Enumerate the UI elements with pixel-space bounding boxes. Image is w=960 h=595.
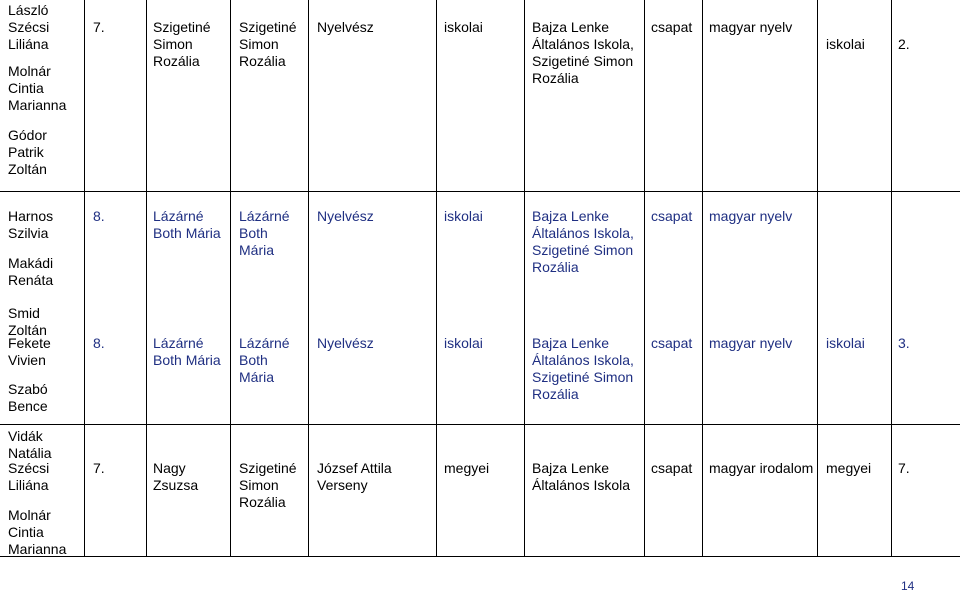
row-divider bbox=[0, 424, 960, 425]
prep-teacher-cell: Szigetiné Simon Rozália bbox=[239, 19, 297, 69]
prep-teacher-cell: Lázárné Both Mária bbox=[239, 208, 290, 258]
category-cell: csapat bbox=[651, 208, 693, 224]
level-cell: megyei bbox=[444, 460, 490, 476]
subject-cell: magyar irodalom bbox=[709, 460, 814, 476]
row-divider bbox=[0, 556, 960, 557]
student-names: Szécsi Liliána bbox=[8, 460, 50, 493]
column-divider bbox=[702, 0, 703, 556]
category-cell: csapat bbox=[651, 460, 693, 476]
result-level-cell: megyei bbox=[826, 460, 872, 476]
teacher-cell: Szigetiné Simon Rozália bbox=[153, 19, 211, 69]
prep-teacher-cell: Szigetiné Simon Rozália bbox=[239, 460, 297, 510]
column-divider bbox=[891, 0, 892, 556]
grade-cell: 8. bbox=[93, 208, 105, 224]
level-cell: iskolai bbox=[444, 19, 483, 35]
row-divider bbox=[0, 191, 960, 192]
teacher-cell: Nagy Zsuzsa bbox=[153, 460, 199, 493]
student-names: Molnár Cintia Marianna bbox=[8, 63, 67, 113]
column-divider bbox=[146, 0, 147, 556]
subject-cell: magyar nyelv bbox=[709, 208, 793, 224]
student-names: László Szécsi Liliána bbox=[8, 2, 50, 52]
result-level-cell: iskolai bbox=[826, 335, 865, 351]
teacher-cell: Lázárné Both Mária bbox=[153, 208, 221, 241]
grade-cell: 7. bbox=[93, 19, 105, 35]
column-divider bbox=[524, 0, 525, 556]
page-number: 14 bbox=[901, 579, 915, 593]
student-names: Gódor Patrik Zoltán bbox=[8, 127, 47, 177]
student-names: Harnos Szilvia bbox=[8, 208, 54, 241]
level-cell: iskolai bbox=[444, 335, 483, 351]
subject-cell: magyar nyelv bbox=[709, 335, 793, 351]
column-divider bbox=[230, 0, 231, 556]
column-divider bbox=[436, 0, 437, 556]
school-cell: Bajza Lenke Általános Iskola, Szigetiné Simon Rozália bbox=[532, 19, 634, 86]
school-cell: Bajza Lenke Általános Iskola bbox=[532, 460, 631, 493]
column-divider bbox=[644, 0, 645, 556]
school-cell: Bajza Lenke Általános Iskola, Szigetiné Simon Rozália bbox=[532, 335, 634, 402]
student-names: Fekete Vivien bbox=[8, 335, 51, 368]
result-level-cell: iskolai bbox=[826, 36, 865, 52]
prep-teacher-cell: Lázárné Both Mária bbox=[239, 335, 290, 385]
column-divider bbox=[308, 0, 309, 556]
place-cell: 7. bbox=[898, 460, 910, 476]
student-names: Szabó Bence bbox=[8, 381, 48, 414]
category-cell: csapat bbox=[651, 335, 693, 351]
column-divider bbox=[84, 0, 85, 556]
competition-cell: Nyelvész bbox=[317, 208, 374, 224]
student-names: Molnár Cintia Marianna bbox=[8, 507, 67, 557]
school-cell: Bajza Lenke Általános Iskola, Szigetiné Simon Rozália bbox=[532, 208, 634, 275]
student-names: Makádi Renáta bbox=[8, 255, 54, 288]
place-cell: 2. bbox=[898, 36, 910, 52]
student-names: Vidák Natália bbox=[8, 428, 52, 461]
competition-cell: Nyelvész bbox=[317, 335, 374, 351]
teacher-cell: Lázárné Both Mária bbox=[153, 335, 221, 368]
student-names: Smid Zoltán bbox=[8, 305, 47, 338]
competition-cell: József Attila Verseny bbox=[317, 460, 392, 493]
level-cell: iskolai bbox=[444, 208, 483, 224]
grade-cell: 8. bbox=[93, 335, 105, 351]
column-divider bbox=[817, 0, 818, 556]
place-cell: 3. bbox=[898, 335, 910, 351]
subject-cell: magyar nyelv bbox=[709, 19, 793, 35]
competition-cell: Nyelvész bbox=[317, 19, 374, 35]
grade-cell: 7. bbox=[93, 460, 105, 476]
category-cell: csapat bbox=[651, 19, 693, 35]
